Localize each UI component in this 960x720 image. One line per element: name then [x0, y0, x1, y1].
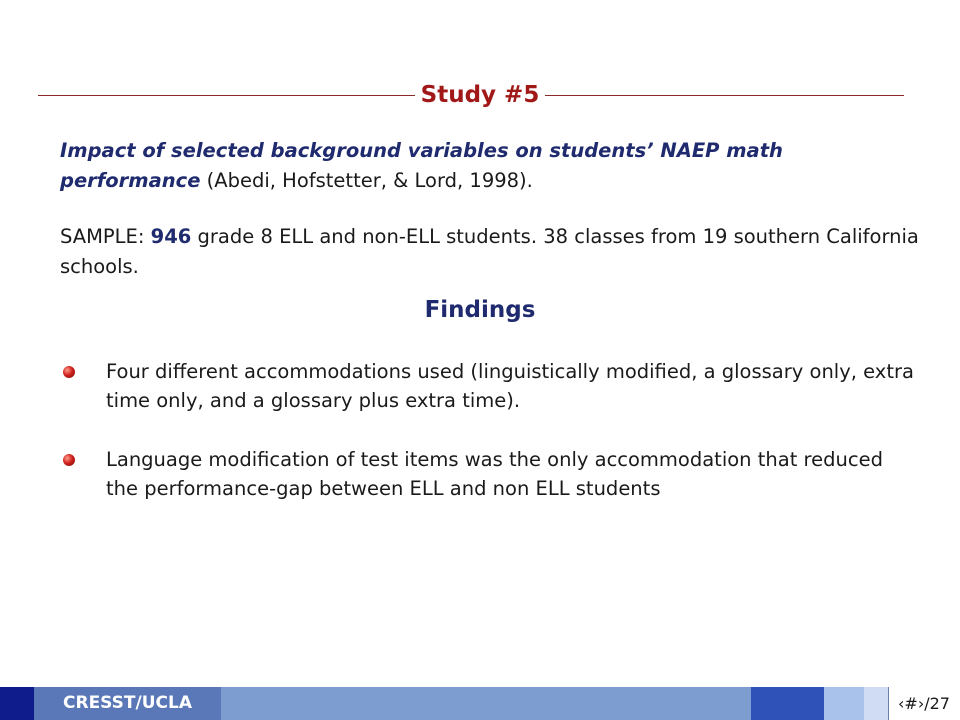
bullet-text: Language modification of test items was the only accommodation that reduced the performance-gap between ELL and non ELL students [106, 448, 883, 500]
footer-segment [824, 687, 864, 720]
footer-bar [0, 687, 960, 720]
list-item [60, 445, 920, 503]
sample-count: 946 [150, 225, 192, 248]
sample-details: grade 8 ELL and non-ELL students. 38 classes from 19 southern California schools. [60, 225, 919, 278]
findings-list [60, 357, 920, 533]
findings-heading: Findings [424, 297, 536, 323]
study-heading [60, 136, 910, 196]
footer-segment [0, 687, 34, 720]
footer-segment [751, 687, 824, 720]
footer-label: CRESST/UCLA [63, 693, 192, 713]
sample-prefix: SAMPLE: [60, 225, 151, 248]
red-bullet-icon [63, 366, 75, 378]
page-number: ‹#›/27 [898, 694, 950, 713]
sample-description [60, 222, 920, 282]
red-bullet-icon [63, 454, 75, 466]
slide-title: Study #5 [415, 78, 546, 112]
list-item [60, 357, 920, 415]
slide-title-wrap [0, 78, 960, 112]
bullet-text: Four different accommodations used (linguistically modified, a glossary only, extra time only, and a glossary plus extra time). [106, 360, 914, 412]
footer-segment [864, 687, 888, 720]
study-title: Impact of selected background variables on students’ NAEP math performance [60, 139, 783, 192]
footer-segment [221, 687, 751, 720]
study-citation: (Abedi, Hofstetter, & Lord, 1998). [200, 169, 533, 192]
